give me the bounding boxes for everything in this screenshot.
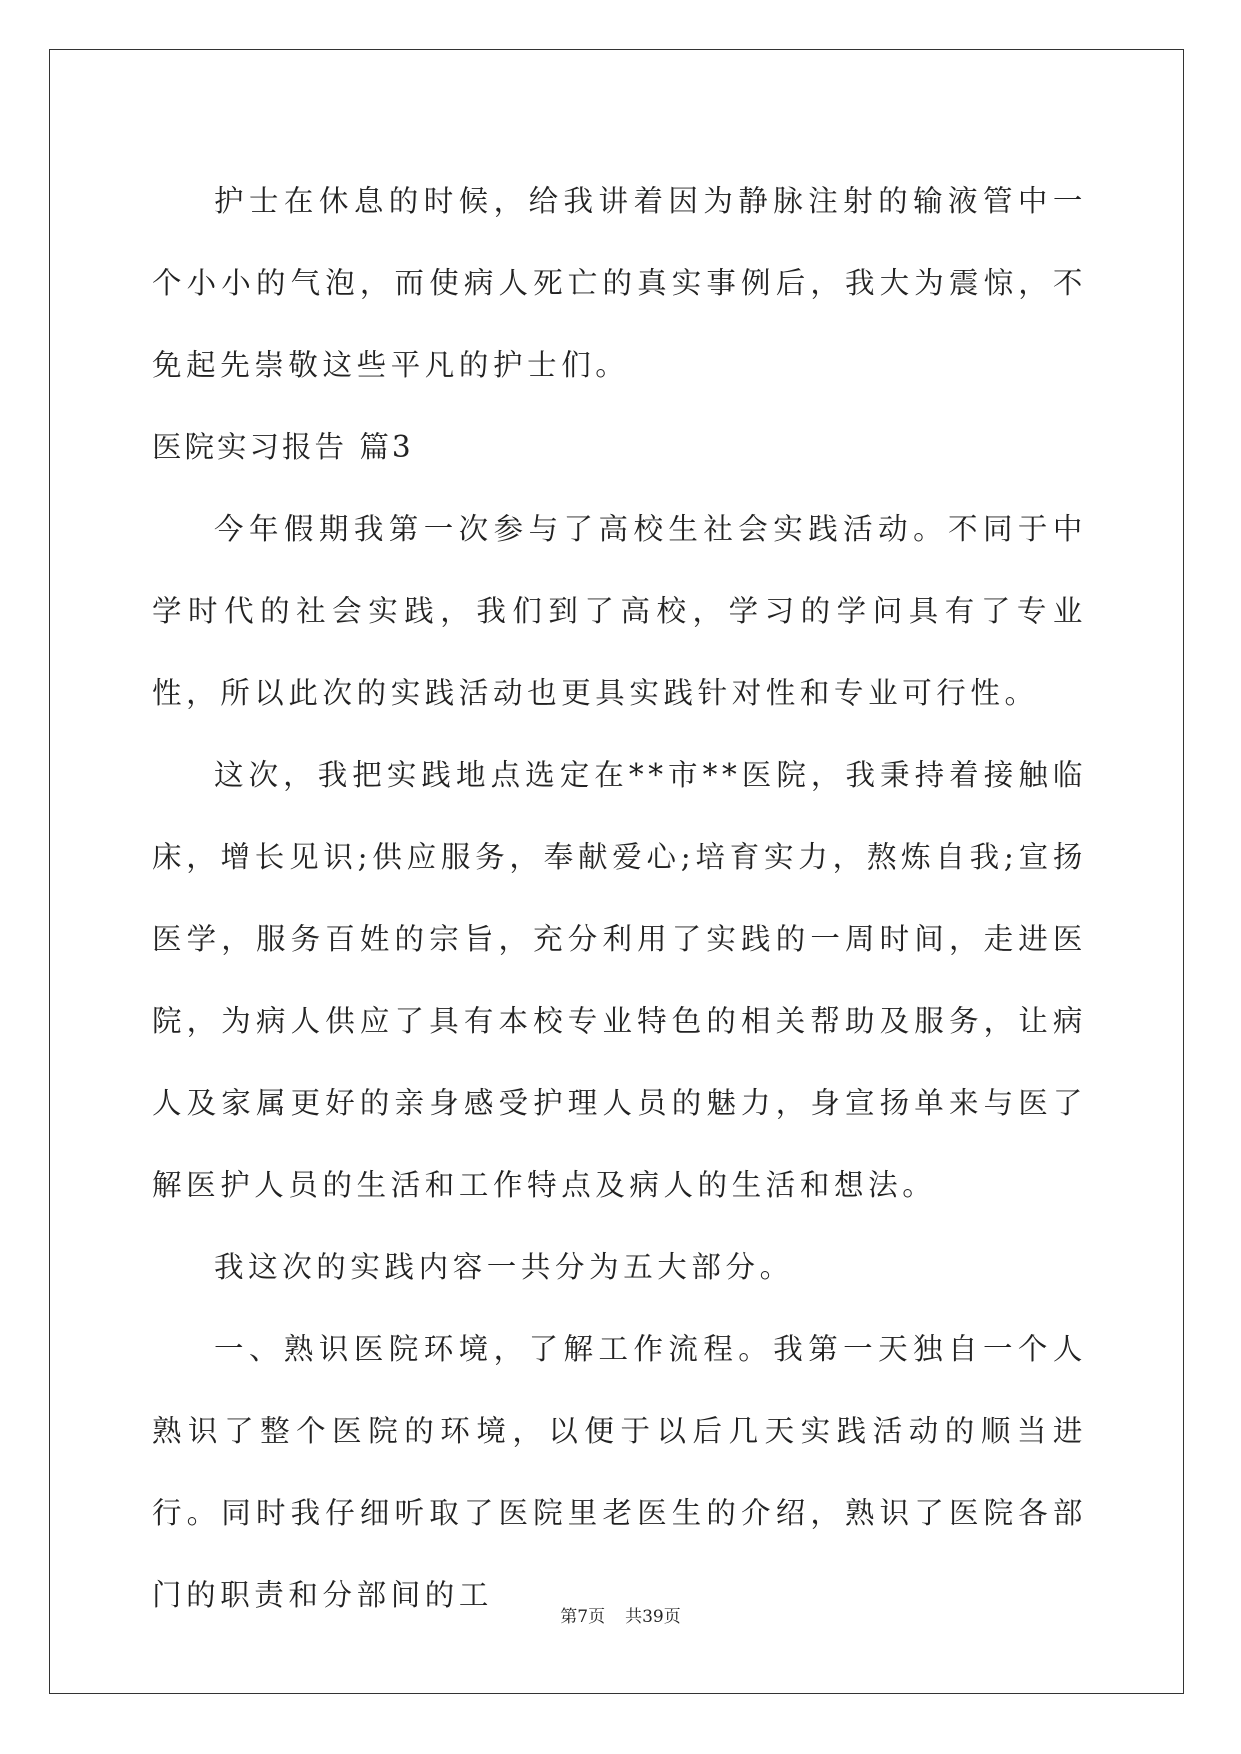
document-body [152, 160, 1087, 1636]
page-number: 第7页 [560, 1607, 606, 1627]
paragraph: 这次，我把实践地点选定在**市**医院，我秉持着接触临床，增长见识;供应服务，奉献爱心;培育实力，熬炼自我;宣扬医学，服务百姓的宗旨，充分利用了实践的一周时间，走进医院，为病人供应了具有本校专业特色的相关帮助及服务，让病人及家属更好的亲身感受护理人员的魅力，身宣扬单来与医了解医护人员的生活和工作特点及病人的生活和想法。 [152, 758, 1087, 1202]
section-heading: 医院实习报告 篇3 [152, 430, 414, 464]
total-pages: 共39页 [625, 1607, 681, 1627]
paragraph: 今年假期我第一次参与了高校生社会实践活动。不同于中学时代的社会实践，我们到了高校，学习的学问具有了专业性，所以此次的实践活动也更具实践针对性和专业可行性。 [152, 512, 1087, 710]
page-footer [0, 1602, 1241, 1627]
paragraph: 我这次的实践内容一共分为五大部分。 [214, 1250, 794, 1284]
paragraph: 护士在休息的时候，给我讲着因为静脉注射的输液管中一个小小的气泡，而使病人死亡的真实事例后，我大为震惊，不免起先崇敬这些平凡的护士们。 [152, 184, 1087, 382]
paragraph: 一、熟识医院环境，了解工作流程。我第一天独自一个人熟识了整个医院的环境，以便于以后几天实践活动的顺当进行。同时我仔细听取了医院里老医生的介绍，熟识了医院各部门的职责和分部间的工 [152, 1332, 1087, 1612]
